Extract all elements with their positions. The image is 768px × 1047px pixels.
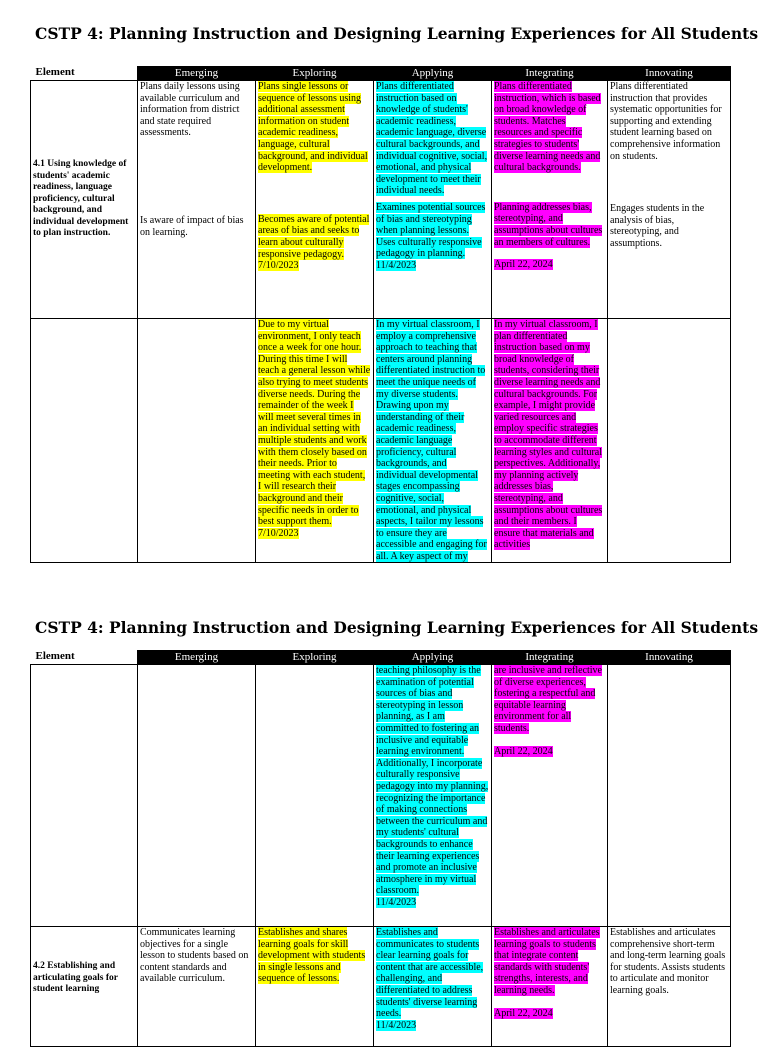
emerging-cell <box>138 927 256 1047</box>
integrating-cell <box>492 81 608 319</box>
integrating-cell <box>492 665 608 927</box>
innovating-cell <box>608 927 731 1047</box>
exploring-cell <box>256 665 374 927</box>
header-innovating: Innovating <box>608 67 731 81</box>
rubric-table <box>30 66 731 563</box>
applying-reflection: In my virtual classroom, I employ a comprehensive approach to teaching that centers around planning differentiated instruction to meet the unique needs of my diverse students. Drawing upon my understanding of their academic readiness, academic language proficiency, cultural backgrounds, and individual developmental stages encompassing cognitive, social, emotional, and physical aspects, I tailor my lessons to ensure they are accessible and engaging for all. A key aspect of my <box>376 319 487 562</box>
innovating-cell <box>608 319 731 563</box>
applying-cell <box>374 927 492 1047</box>
exploring-cell <box>256 927 374 1047</box>
integrating-cell <box>492 319 608 563</box>
header-element: Element <box>31 67 138 81</box>
header-row <box>31 67 731 81</box>
applying-date: 11/4/2023 <box>376 259 417 271</box>
table-row <box>31 81 731 319</box>
integrating-date: April 22, 2024 <box>494 745 553 757</box>
innovating-cell <box>608 81 731 319</box>
emerging-bias-text: Is aware of impact of bias on learning. <box>140 214 244 238</box>
innovating-cell <box>608 665 731 927</box>
innovating-bias-text: Engages students in the analysis of bias, stereotyping, and assumptions. <box>610 203 705 249</box>
integrating-date: April 22, 2024 <box>494 259 553 271</box>
innovating-text: Establishes and articulates comprehensive short-term and long-term learning goals for students. Assists students to articulate and monitor learning goals. <box>610 927 726 996</box>
exploring-bias-text: Becomes aware of potential areas of bias and seeks to learn about culturally responsive pedagogy. <box>258 213 370 260</box>
element-cell <box>31 927 138 1047</box>
exploring-date: 7/10/2023 <box>258 260 299 272</box>
integrating-text: Plans differentiated instruction, which is based on broad knowledge of students. Matches resources and specific strategies to students' diverse learning needs and cultural backgrounds. <box>494 81 601 174</box>
applying-date: 11/4/2023 <box>376 896 417 908</box>
table-row <box>31 927 731 1047</box>
applying-text: Plans differentiated instruction based on knowledge of students' academic readiness, academic language, diverse cultural backgrounds, and individual cognitive, social, emotional, and physical development to meet their individual needs. <box>376 81 488 197</box>
rubric-table <box>30 650 731 1047</box>
exploring-cell <box>256 319 374 563</box>
element-cell <box>31 81 138 319</box>
applying-cell <box>374 81 492 319</box>
page-title: CSTP 4: Planning Instruction and Designing Learning Experiences for All Students <box>35 24 759 43</box>
emerging-text: Communicates learning objectives for a single lesson to students based on content standards and available curriculum. <box>140 927 249 985</box>
integrating-cell <box>492 927 608 1047</box>
element-cell <box>31 665 138 927</box>
exploring-text: Establishes and shares learning goals for skill development with students in single lessons and sequence of lessons. <box>258 927 366 985</box>
integrating-date: April 22, 2024 <box>494 1007 553 1019</box>
applying-cell <box>374 665 492 927</box>
emerging-cell <box>138 319 256 563</box>
applying-reflection: teaching philosophy is the examination of potential sources of bias and stereotyping in lesson planning, as I am committed to fostering an inclusive and equitable learning environment. Additionally, I incorporate culturally responsive pedagogy into my planning, recognizing the importance of making connections between the curriculum and my students' cultural backgrounds to enhance their learning experiences and promote an inclusive atmosphere in my virtual classroom. <box>376 665 489 897</box>
innovating-text: Plans differentiated instruction that provides systematic opportunities for supporting and extending student learning based on comprehensive information on students. <box>610 81 722 162</box>
table-row <box>31 319 731 563</box>
header-element: Element <box>31 651 138 665</box>
table-row <box>31 665 731 927</box>
header-emerging: Emerging <box>138 651 256 665</box>
exploring-reflection: Due to my virtual environment, I only teach once a week for one hour. During this time I will teach a general lesson while also trying to meet students diverse needs. During the remainder of the week I will meet several times in an individual setting with multiple students and work with them closely based on their needs. Prior to meeting with each student, I will research their background and their specific needs in order to best support them. <box>258 319 371 528</box>
integrating-bias-text: Planning addresses bias, stereotyping, and assumptions about cultures an members of cultures. <box>494 201 603 248</box>
applying-text: Establishes and communicates to students clear learning goals for content that are accessible, challenging, and differentiated to address students' diverse learning needs. <box>376 927 484 1020</box>
element-label: 4.2 Establishing and articulating goals for student learning <box>33 961 118 995</box>
header-integrating: Integrating <box>492 67 608 81</box>
header-exploring: Exploring <box>256 651 374 665</box>
exploring-date: 7/10/2023 <box>258 527 299 539</box>
header-integrating: Integrating <box>492 651 608 665</box>
header-innovating: Innovating <box>608 651 731 665</box>
emerging-cell <box>138 81 256 319</box>
header-applying: Applying <box>374 67 492 81</box>
header-applying: Applying <box>374 651 492 665</box>
applying-date: 11/4/2023 <box>376 1019 417 1031</box>
header-emerging: Emerging <box>138 67 256 81</box>
emerging-text: Plans daily lessons using available curriculum and information from district and state required assessments. <box>140 81 240 139</box>
integrating-reflection: are inclusive and reflective of diverse experiences, fostering a respectful and equitable learning environment for all students. <box>494 665 602 734</box>
integrating-reflection: In my virtual classroom, I plan differentiated instruction based on my broad knowledge of students, considering their diverse learning needs and cultural backgrounds. For example, I might provide varied resources and employ specific strategies to accommodate different learning styles and cultural perspectives. Additionally, my planning actively addresses bias, stereotyping, and assumptions about cultures and their members. I ensure that materials and activities <box>494 319 603 551</box>
header-row <box>31 651 731 665</box>
page-title: CSTP 4: Planning Instruction and Designing Learning Experiences for All Students <box>35 618 759 637</box>
element-cell <box>31 319 138 563</box>
exploring-text: Plans single lessons or sequence of lessons using additional assessment information on student academic readiness, language, cultural background, and individual development. <box>258 81 368 174</box>
emerging-cell <box>138 665 256 927</box>
element-label: 4.1 Using knowledge of students' academic readiness, language proficiency, cultural background, and individual development to plan instruction. <box>33 158 129 239</box>
integrating-text: Establishes and articulates learning goals to students that integrate content standards with students' strengths, interests, and learning needs. <box>494 927 600 996</box>
applying-bias-text: Examines potential sources of bias and stereotyping when planning lessons. Uses culturally responsive pedagogy in planning. <box>376 201 486 260</box>
header-exploring: Exploring <box>256 67 374 81</box>
applying-cell <box>374 319 492 563</box>
exploring-cell <box>256 81 374 319</box>
